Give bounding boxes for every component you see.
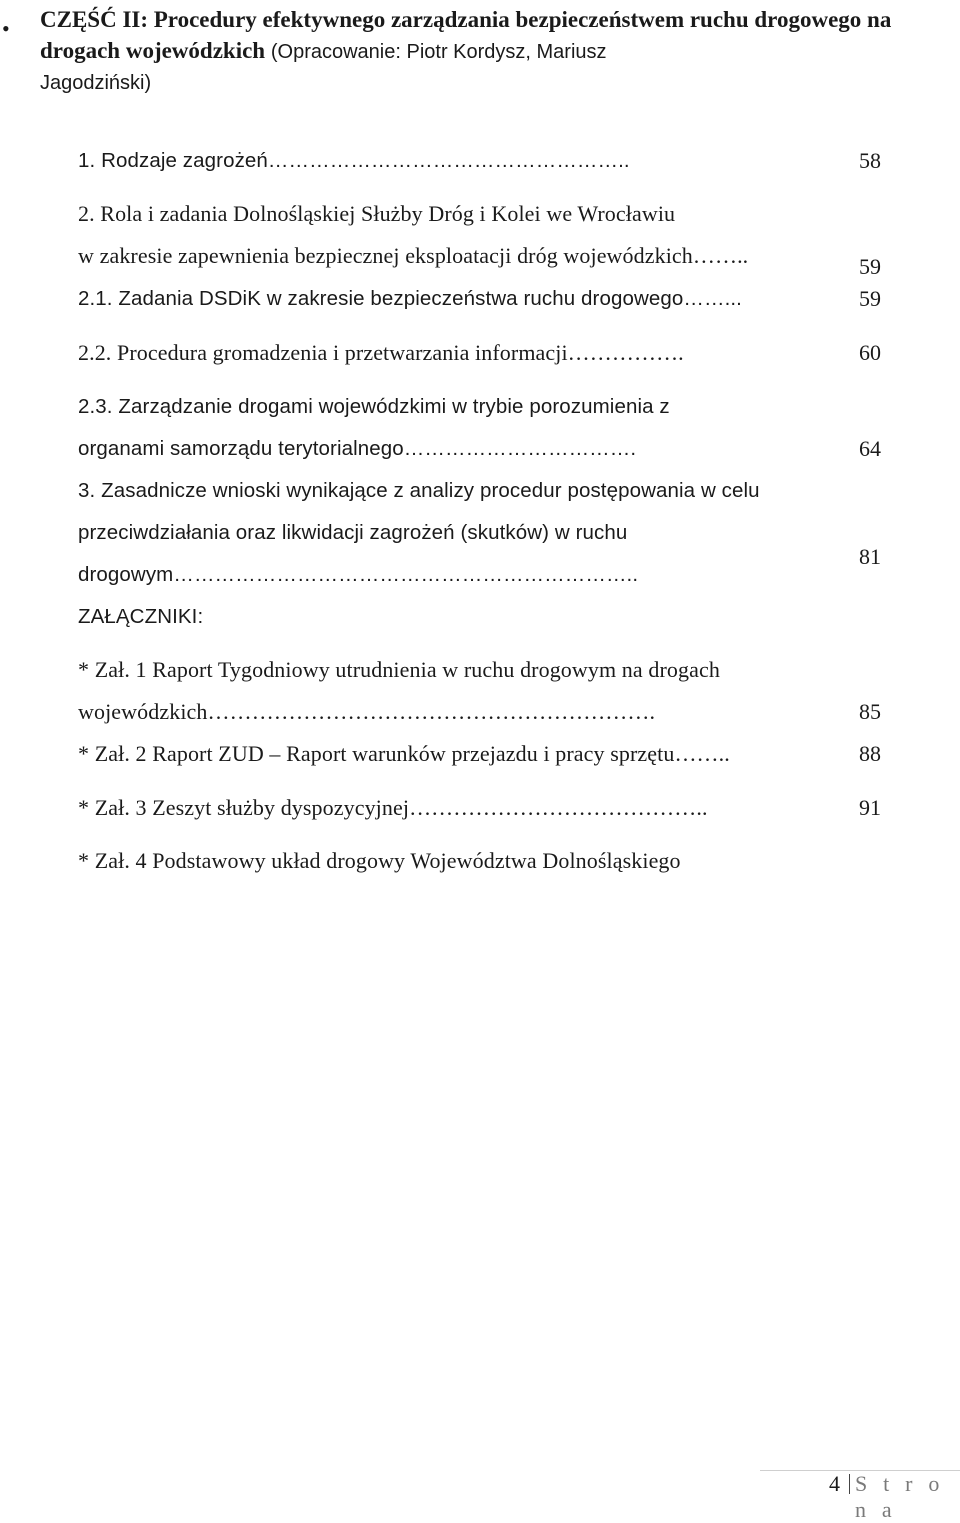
heading-title: CZĘŚĆ II: Procedury efektywnego zarządzania bezpieczeństwem ruchu drogowego na drogach wojewódzkich bbox=[40, 7, 892, 63]
toc-entry-text: 3. Zasadnicze wnioski wynikające z analizy procedur postępowania w celu bbox=[78, 479, 760, 502]
attachments-heading: ZAŁĄCZNIKI: bbox=[78, 605, 204, 628]
bullet-point: • bbox=[2, 16, 10, 41]
toc-entry-text: drogowym………………………………………………………….. bbox=[78, 563, 639, 586]
toc-entry-page: 81 bbox=[859, 544, 881, 569]
heading-authors: (Opracowanie: Piotr Kordysz, Mariusz bbox=[270, 41, 607, 63]
toc-entry-text: 2. Rola i zadania Dolnośląskiej Służby Dróg i Kolei we Wrocławiu bbox=[78, 201, 676, 226]
toc-entry-text: * Zał. 1 Raport Tygodniowy utrudnienia w ruchu drogowym na drogach bbox=[78, 657, 720, 682]
toc-entry-page: 60 bbox=[859, 340, 881, 365]
footer-divider bbox=[849, 1474, 850, 1494]
toc-entry-text: * Zał. 2 Raport ZUD – Raport warunków przejazdu i pracy sprzętu…….. bbox=[78, 741, 730, 766]
toc-entry-text: 2.3. Zarządzanie drogami wojewódzkimi w trybie porozumienia z bbox=[78, 395, 670, 418]
footer-page-number: 4 bbox=[829, 1471, 840, 1496]
toc-entry-page: 59 bbox=[859, 286, 881, 311]
toc-entry-page: 59 bbox=[859, 254, 881, 279]
toc-entry-text: * Zał. 4 Podstawowy układ drogowy Województwa Dolnośląskiego bbox=[78, 848, 681, 873]
heading-authors-cont: Jagodziński) bbox=[40, 72, 152, 94]
toc-entry-text: 1. Rodzaje zagrożeń…………………………………………….. bbox=[78, 149, 630, 172]
toc-entry-text: przeciwdziałania oraz likwidacji zagrożeń (skutków) w ruchu bbox=[78, 521, 628, 544]
toc-entry-text: 2.2. Procedura gromadzenia i przetwarzania informacji……………. bbox=[78, 340, 684, 365]
toc-entry-text: wojewódzkich……………………………………………………. bbox=[78, 699, 656, 724]
toc-entry-page: 85 bbox=[859, 699, 881, 724]
footer-label: S t r o n a bbox=[855, 1471, 945, 1522]
toc-entry-text: 2.1. Zadania DSDiK w zakresie bezpieczeństwa ruchu drogowego……... bbox=[78, 287, 742, 310]
toc-entry-text: w zakresie zapewnienia bezpiecznej eksploatacji dróg wojewódzkich…….. bbox=[78, 243, 749, 268]
toc-entry-page: 64 bbox=[859, 436, 881, 461]
section-heading bbox=[40, 4, 940, 99]
toc-entry-page: 91 bbox=[859, 795, 881, 820]
toc-entry-page: 58 bbox=[859, 148, 881, 173]
toc-entry-text: organami samorządu terytorialnego……………………………. bbox=[78, 437, 637, 460]
toc-entry-text: * Zał. 3 Zeszyt służby dyspozycyjnej………………………………….. bbox=[78, 795, 708, 820]
toc-entry-page: 88 bbox=[859, 741, 881, 766]
